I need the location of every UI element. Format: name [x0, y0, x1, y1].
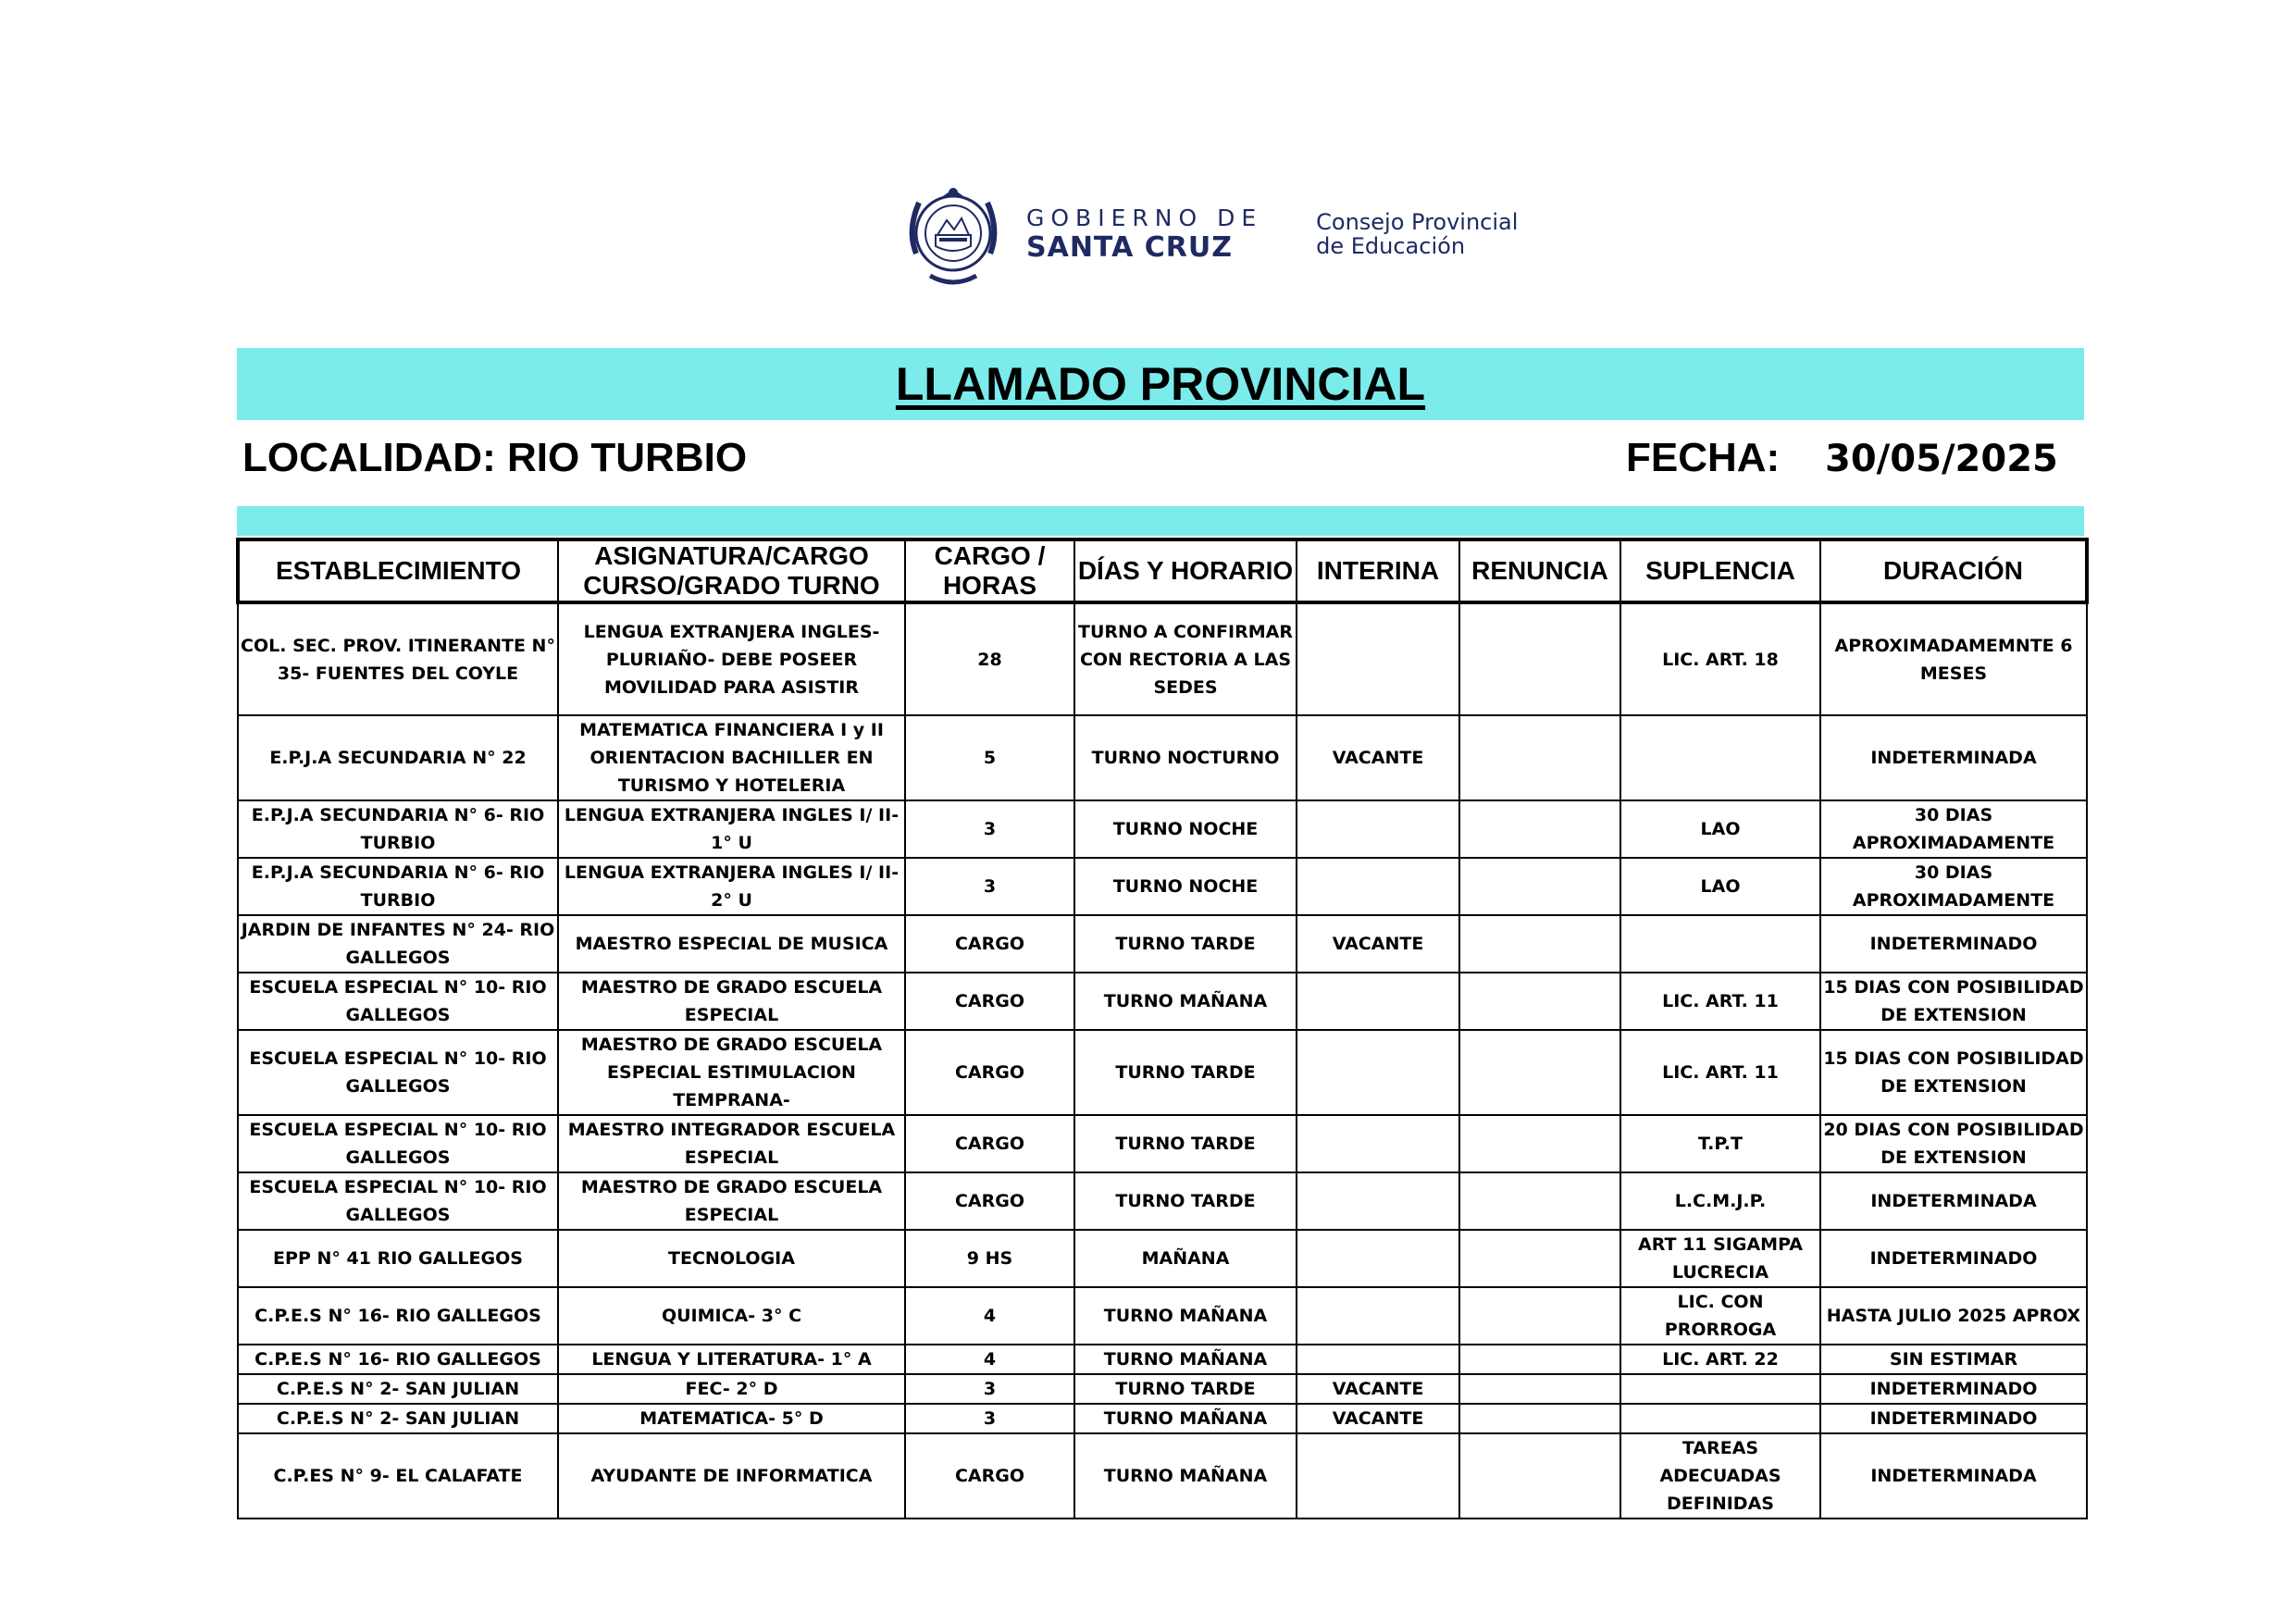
- table-cell: TURNO A CONFIRMAR CON RECTORIA A LAS SEDES: [1074, 602, 1297, 715]
- table-cell: [1297, 800, 1459, 858]
- column-header: DÍAS Y HORARIO: [1074, 539, 1297, 602]
- table-cell: VACANTE: [1297, 1404, 1459, 1433]
- table-cell: EPP N° 41 RIO GALLEGOS: [238, 1230, 558, 1287]
- table-cell: [1297, 1345, 1459, 1374]
- page-title: LLAMADO PROVINCIAL: [895, 358, 1426, 410]
- table-row: [238, 715, 2087, 800]
- table-cell: TECNOLOGIA: [558, 1230, 905, 1287]
- table-cell: [1459, 973, 1620, 1030]
- table-cell: 30 DIAS APROXIMADAMENTE: [1820, 800, 2087, 858]
- table-cell: INDETERMINADO: [1820, 1374, 2087, 1404]
- table-cell: T.P.T: [1620, 1115, 1820, 1172]
- table-cell: [1459, 1404, 1620, 1433]
- table-cell: [1459, 1230, 1620, 1287]
- table-cell: [1459, 715, 1620, 800]
- table-cell: MATEMATICA FINANCIERA I y II ORIENTACION BACHILLER EN TURISMO Y HOTELERIA: [558, 715, 905, 800]
- table-cell: [1297, 602, 1459, 715]
- table-cell: 5: [905, 715, 1074, 800]
- table-cell: CARGO: [905, 1433, 1074, 1519]
- table-cell: TAREAS ADECUADAS DEFINIDAS: [1620, 1433, 1820, 1519]
- table-cell: INDETERMINADO: [1820, 1230, 2087, 1287]
- table-cell: CARGO: [905, 1030, 1074, 1115]
- table-cell: LAO: [1620, 858, 1820, 915]
- table-cell: [1297, 1172, 1459, 1230]
- table-cell: CARGO: [905, 1115, 1074, 1172]
- table-cell: E.P.J.A SECUNDARIA N° 6- RIO TURBIO: [238, 800, 558, 858]
- separator-band: [237, 506, 2084, 536]
- table-cell: C.P.E.S N° 16- RIO GALLEGOS: [238, 1345, 558, 1374]
- table-cell: [1297, 1115, 1459, 1172]
- table-cell: SIN ESTIMAR: [1820, 1345, 2087, 1374]
- table-cell: ART 11 SIGAMPA LUCRECIA: [1620, 1230, 1820, 1287]
- table-cell: INDETERMINADA: [1820, 1172, 2087, 1230]
- table-cell: [1459, 1287, 1620, 1345]
- table-cell: [1297, 1230, 1459, 1287]
- column-header: INTERINA: [1297, 539, 1459, 602]
- table-cell: [1459, 858, 1620, 915]
- table-cell: [1297, 1287, 1459, 1345]
- column-header: ESTABLECIMIENTO: [238, 539, 558, 602]
- council-name: [1316, 210, 1518, 258]
- table-cell: MAESTRO ESPECIAL DE MUSICA: [558, 915, 905, 973]
- table-cell: INDETERMINADA: [1820, 715, 2087, 800]
- table-cell: LAO: [1620, 800, 1820, 858]
- table-cell: [1297, 973, 1459, 1030]
- table-cell: INDETERMINADO: [1820, 1404, 2087, 1433]
- table-row: [238, 858, 2087, 915]
- date-label: FECHA:: [1626, 435, 1781, 480]
- table-row: [238, 1230, 2087, 1287]
- table-cell: TURNO MAÑANA: [1074, 1287, 1297, 1345]
- table-cell: MAÑANA: [1074, 1230, 1297, 1287]
- table-cell: LIC. ART. 18: [1620, 602, 1820, 715]
- table-cell: TURNO TARDE: [1074, 1374, 1297, 1404]
- table-cell: CARGO: [905, 1172, 1074, 1230]
- table-cell: ESCUELA ESPECIAL N° 10- RIO GALLEGOS: [238, 1030, 558, 1115]
- table-row: [238, 602, 2087, 715]
- table-cell: TURNO TARDE: [1074, 1172, 1297, 1230]
- table-cell: MAESTRO INTEGRADOR ESCUELA ESPECIAL: [558, 1115, 905, 1172]
- table-row: [238, 1115, 2087, 1172]
- column-header: RENUNCIA: [1459, 539, 1620, 602]
- column-header: DURACIÓN: [1820, 539, 2087, 602]
- table-cell: CARGO: [905, 973, 1074, 1030]
- table-cell: [1297, 858, 1459, 915]
- table-cell: [1620, 715, 1820, 800]
- table-cell: TURNO TARDE: [1074, 1030, 1297, 1115]
- table-cell: FEC- 2° D: [558, 1374, 905, 1404]
- gov-line-1: GOBIERNO DE: [1026, 204, 1263, 231]
- table-cell: TURNO MAÑANA: [1074, 1404, 1297, 1433]
- table-cell: E.P.J.A SECUNDARIA N° 22: [238, 715, 558, 800]
- council-line-1: Consejo Provincial: [1316, 208, 1519, 235]
- table-cell: LENGUA EXTRANJERA INGLES- PLURIAÑO- DEBE POSEER MOVILIDAD PARA ASISTIR: [558, 602, 905, 715]
- table-cell: [1459, 1433, 1620, 1519]
- table-cell: HASTA JULIO 2025 APROX: [1820, 1287, 2087, 1345]
- table-row: [238, 1172, 2087, 1230]
- table-cell: ESCUELA ESPECIAL N° 10- RIO GALLEGOS: [238, 973, 558, 1030]
- header-logo: [902, 176, 1518, 291]
- column-header: CARGO / HORAS: [905, 539, 1074, 602]
- table-cell: VACANTE: [1297, 715, 1459, 800]
- table-body: [238, 602, 2087, 1519]
- table-cell: INDETERMINADA: [1820, 1433, 2087, 1519]
- table-cell: LIC. ART. 11: [1620, 973, 1820, 1030]
- table-cell: INDETERMINADO: [1820, 915, 2087, 973]
- table-cell: 3: [905, 1404, 1074, 1433]
- table-cell: LIC. CON PRORROGA: [1620, 1287, 1820, 1345]
- table-cell: [1297, 1433, 1459, 1519]
- table-cell: 4: [905, 1287, 1074, 1345]
- table-cell: APROXIMADAMEMNTE 6 MESES: [1820, 602, 2087, 715]
- table-cell: QUIMICA- 3° C: [558, 1287, 905, 1345]
- table-cell: [1459, 1172, 1620, 1230]
- table-cell: LENGUA EXTRANJERA INGLES I/ II- 1° U: [558, 800, 905, 858]
- santa-cruz-seal-icon: [902, 180, 1004, 289]
- table-cell: LIC. ART. 22: [1620, 1345, 1820, 1374]
- table-cell: 4: [905, 1345, 1074, 1374]
- table-cell: TURNO TARDE: [1074, 915, 1297, 973]
- column-header: SUPLENCIA: [1620, 539, 1820, 602]
- table-row: [238, 1374, 2087, 1404]
- table-cell: [1620, 1404, 1820, 1433]
- table-row: [238, 973, 2087, 1030]
- table-cell: JARDIN DE INFANTES N° 24- RIO GALLEGOS: [238, 915, 558, 973]
- table-cell: TURNO NOCTURNO: [1074, 715, 1297, 800]
- date-value: 30/05/2025: [1825, 438, 2058, 480]
- table-cell: [1459, 800, 1620, 858]
- table-cell: [1297, 1030, 1459, 1115]
- table-cell: [1459, 1115, 1620, 1172]
- table-cell: 28: [905, 602, 1074, 715]
- table-cell: 3: [905, 800, 1074, 858]
- table-row: [238, 1287, 2087, 1345]
- table-cell: [1620, 1374, 1820, 1404]
- table-cell: MATEMATICA- 5° D: [558, 1404, 905, 1433]
- table-cell: LENGUA EXTRANJERA INGLES I/ II- 2° U: [558, 858, 905, 915]
- table-cell: VACANTE: [1297, 915, 1459, 973]
- locality-label: LOCALIDAD: RIO TURBIO: [242, 435, 748, 480]
- council-line-2: de Educación: [1316, 232, 1466, 259]
- table-cell: VACANTE: [1297, 1374, 1459, 1404]
- table-cell: E.P.J.A SECUNDARIA N° 6- RIO TURBIO: [238, 858, 558, 915]
- table-row: [238, 800, 2087, 858]
- table-cell: 30 DIAS APROXIMADAMENTE: [1820, 858, 2087, 915]
- table-cell: 3: [905, 1374, 1074, 1404]
- table-cell: COL. SEC. PROV. ITINERANTE N° 35- FUENTES DEL COYLE: [238, 602, 558, 715]
- table-row: [238, 1404, 2087, 1433]
- table-cell: MAESTRO DE GRADO ESCUELA ESPECIAL: [558, 973, 905, 1030]
- table-cell: LENGUA Y LITERATURA- 1° A: [558, 1345, 905, 1374]
- table-cell: TURNO TARDE: [1074, 1115, 1297, 1172]
- table-cell: 15 DIAS CON POSIBILIDAD DE EXTENSION: [1820, 1030, 2087, 1115]
- table-cell: AYUDANTE DE INFORMATICA: [558, 1433, 905, 1519]
- table-cell: LIC. ART. 11: [1620, 1030, 1820, 1115]
- table-cell: L.C.M.J.P.: [1620, 1172, 1820, 1230]
- table-cell: MAESTRO DE GRADO ESCUELA ESPECIAL ESTIMULACION TEMPRANA-: [558, 1030, 905, 1115]
- table-cell: [1459, 915, 1620, 973]
- table-cell: C.P.ES N° 9- EL CALAFATE: [238, 1433, 558, 1519]
- table-row: [238, 1030, 2087, 1115]
- table-header-row: [238, 539, 2087, 602]
- table-cell: [1620, 915, 1820, 973]
- table-cell: TURNO NOCHE: [1074, 800, 1297, 858]
- table-row: [238, 1433, 2087, 1519]
- table-cell: 15 DIAS CON POSIBILIDAD DE EXTENSION: [1820, 973, 2087, 1030]
- table-cell: 9 HS: [905, 1230, 1074, 1287]
- table-cell: TURNO MAÑANA: [1074, 1433, 1297, 1519]
- table-cell: [1459, 1345, 1620, 1374]
- table-cell: TURNO MAÑANA: [1074, 973, 1297, 1030]
- table-cell: [1459, 602, 1620, 715]
- table-cell: ESCUELA ESPECIAL N° 10- RIO GALLEGOS: [238, 1172, 558, 1230]
- table-cell: CARGO: [905, 915, 1074, 973]
- table-row: [238, 1345, 2087, 1374]
- table-cell: TURNO NOCHE: [1074, 858, 1297, 915]
- table-cell: [1459, 1374, 1620, 1404]
- table-cell: C.P.E.S N° 2- SAN JULIAN: [238, 1404, 558, 1433]
- table-cell: [1459, 1030, 1620, 1115]
- table-cell: 20 DIAS CON POSIBILIDAD DE EXTENSION: [1820, 1115, 2087, 1172]
- table-cell: C.P.E.S N° 16- RIO GALLEGOS: [238, 1287, 558, 1345]
- table-cell: MAESTRO DE GRADO ESCUELA ESPECIAL: [558, 1172, 905, 1230]
- title-band: [237, 348, 2084, 420]
- table-cell: TURNO MAÑANA: [1074, 1345, 1297, 1374]
- table-cell: C.P.E.S N° 2- SAN JULIAN: [238, 1374, 558, 1404]
- gov-line-2: SANTA CRUZ: [1026, 230, 1233, 264]
- government-name: [1026, 205, 1262, 264]
- table-row: [238, 915, 2087, 973]
- column-header: ASIGNATURA/CARGO CURSO/GRADO TURNO: [558, 539, 905, 602]
- positions-table: [236, 538, 2089, 1519]
- table-cell: 3: [905, 858, 1074, 915]
- table-cell: ESCUELA ESPECIAL N° 10- RIO GALLEGOS: [238, 1115, 558, 1172]
